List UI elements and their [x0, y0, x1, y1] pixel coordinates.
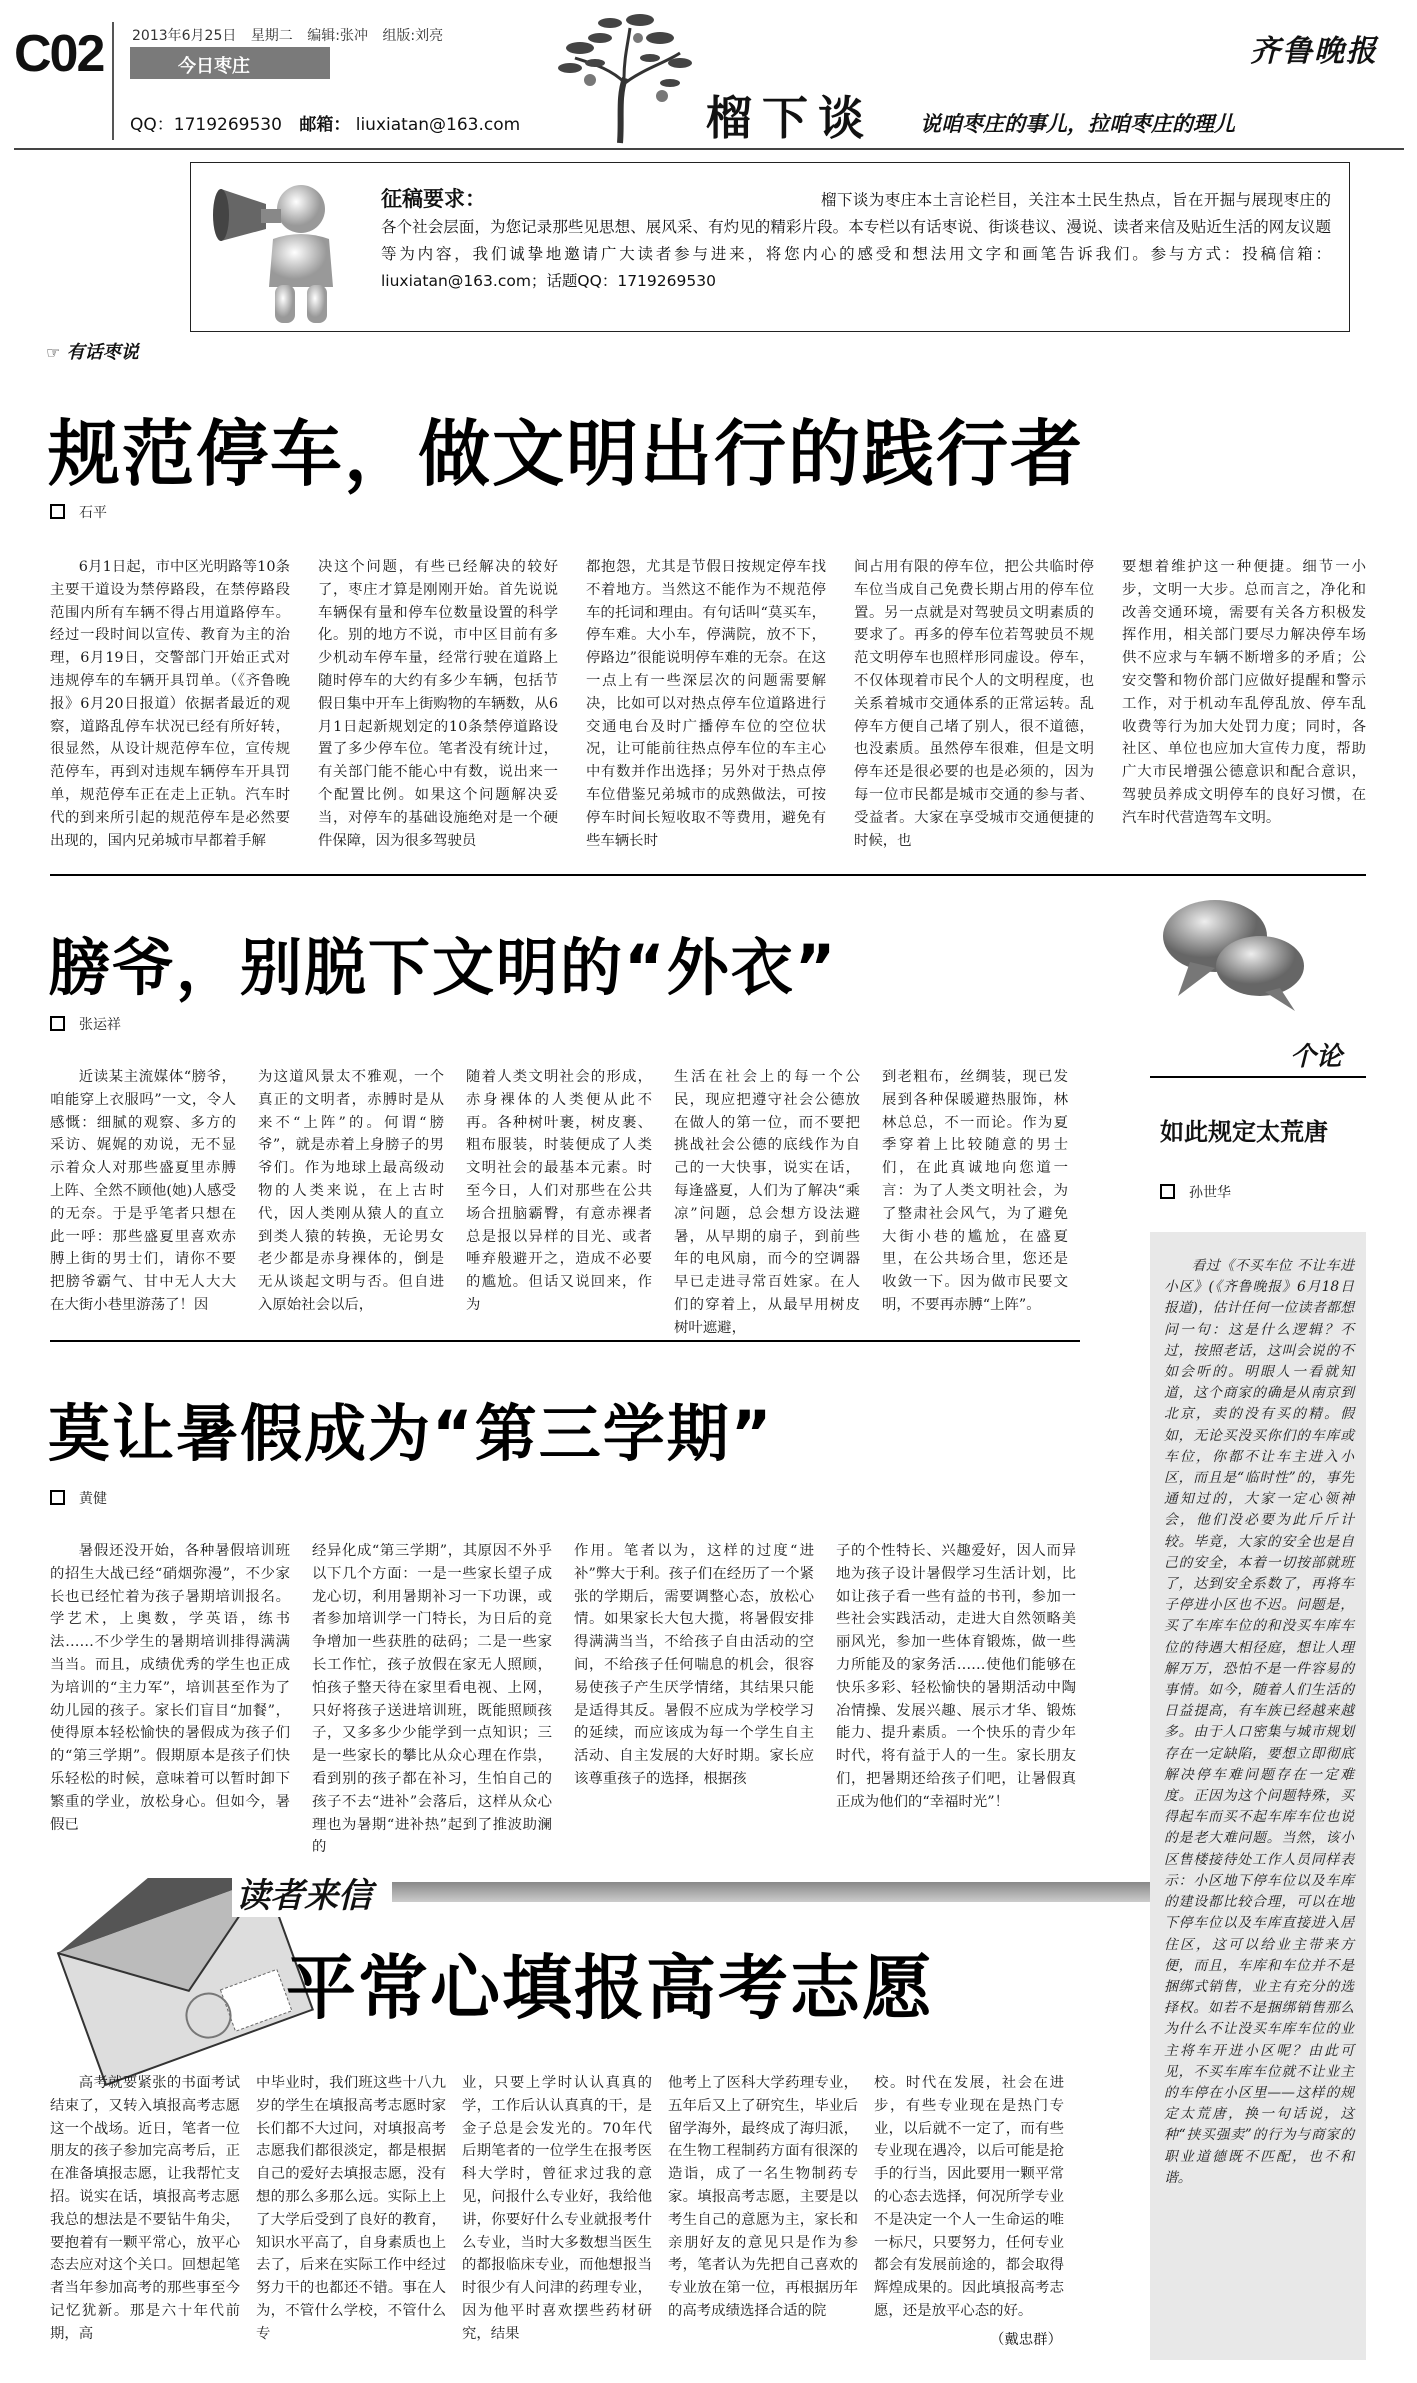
article1-author: 石平 [79, 505, 107, 521]
article1-col-3: 都抱怨，尤其是节假日按规定停车找不着地方。当然这不能作为不规范停车的托词和理由。有句话叫“莫买车，停车难。大小车，停满院，放不下，停路边”很能说明停车难的无奈。在这一点上有一些深层次的问题需要解决，比如可以对热点停车位道路进行交通电台及时广播停车位的空位状况，让可能前往热点停车位的车主心中有数并作出选择；另外对于热点停车位借鉴兄弟城市的成熟做法，可按停车时间长短收取不等费用，避免有些车辆长时 [586, 559, 826, 849]
article1-title: 规范停车，做文明出行的践行者 [48, 412, 1085, 496]
page-code-divider [112, 22, 114, 140]
sidebar-title: 如此规定太荒唐 [1160, 1118, 1328, 1146]
article2-author: 张运祥 [79, 1017, 121, 1033]
tag-label: 有话枣说 [66, 342, 139, 363]
call-body: 榴下谈为枣庄本土言论栏目，关注本土民生热点，旨在开掘与展现枣庄的各个社会层面，为您记录那些见思想、展风采、有灼见的精彩片段。本专栏以有话枣说、街谈巷议、漫说、读者来信及贴近生活的网友议题等为内容，我们诚挚地邀请广大读者参与进来，将您内心的感受和想法用文字和画笔告诉我们。参与方式：投稿信箱：liuxiatan@163.com；话题QQ：1719269530 [381, 191, 1331, 290]
article2-col-5: 到老粗布，丝绸装，现已发展到各种保暖避热服饰，林林总总，不一而论。作为夏季穿着上比较随意的男士们，在此真诚地向您道一言：为了人类文明社会，为了整肃社会风气，为了避免大街小巷的尴尬，在盛夏里，在公共场合里，您还是收敛一下。因为做市民要文明，不要再赤膊“上阵”。 [882, 1069, 1068, 1313]
issue-date [132, 25, 443, 45]
sidebar-label-rule [1150, 1076, 1366, 1078]
article1-col-1: 6月1日起，市中区光明路等10条主要干道设为禁停路段，在禁停路段范围内所有车辆不得占用道路停车。经过一段时间以宣传、教育为主的治理，6月19日，交警部门开始正式对违规停车的车辆开具罚单。（《齐鲁晚报》6月20日报道）依据者最近的观察，道路乱停车状况已经有所好转，很显然，从设计规范停车位，宣传规范停车，再到对违规车辆停车开具罚单，规范停车正在走上正轨。汽车时代的到来所引起的规范停车是必然要出现的，国内兄弟城市早都着手解 [50, 559, 290, 849]
column-slogan: 说咱枣庄的事儿，拉咱枣庄的理儿 [920, 112, 1235, 136]
sidebar-byline [1160, 1182, 1231, 1202]
byline-square-icon [50, 1490, 65, 1505]
article2-col-3: 随着人类文明社会的形成，赤身裸体的人类便从此不再。各种树叶裹，树皮裹、粗布服装，时装便成了人类文明社会的最基本元素。时至今日，人们对那些在公共场合扭脑霸臀，有意赤裸者总是报以异样的目光、或者唾弃般避开之，造成不必要的尴尬。但话又说回来，作为 [466, 1069, 652, 1313]
megaphone-person-icon [211, 169, 371, 327]
tag-have-a-say [46, 338, 139, 364]
reader-col-4: 他考上了医科大学药理专业，五年后又上了研究生，毕业后留学海外，最终成了海归派，在生物工程制药方面有很深的造诣，成了一名生物制药专家。填报高考志愿，主要是以考生自己的意愿为主，家长和亲朋好友的意见只是作为参考，笔者认为先把自己喜欢的专业放在第一位，再根据历年的高考成绩选择合适的院 [668, 2075, 858, 2319]
pointing-hand-icon: ☞ [46, 343, 61, 362]
weekday-text: 星期二 [250, 28, 293, 44]
article3-col-1: 暑假还没开始，各种暑假培训班的招生大战已经“硝烟弥漫”，不少家长也已经忙着为孩子暑期培训报名。学艺术，上奥数，学英语，练书法……不少学生的暑期培训排得满满当当。而且，成绩优秀的学生也正成为培训的“主力军”，培训甚至作为了幼儿园的孩子。家长们盲目“加餐”，使得原本轻松愉快的暑假成为孩子们的“第三学期”。假期原本是孩子们快乐轻松的时候，意味着可以暂时卸下繁重的学业，放松身心。但如今，暑假已 [50, 1543, 290, 1833]
section-banner [130, 47, 330, 79]
reader-letter-title: 平常心填报高考志愿 [286, 1947, 934, 2029]
sidebar-body: 看过《不买车位 不让车进小区》(《齐鲁晚报》6月18日报道)，估计任何一位读者都想问一句：这是什么逻辑？不过，按照老话，这叫会说的不如会听的。明眼人一看就知道，这个商家的确是从南京到北京，卖的没有买的精。假如，无论买没买你们的车库或车位，你都不让车主进入小区，而且是“临时性”的，事先通知过的，大家一定心领神会，他们没必要为此斤斤计较。毕竟，大家的安全也是自己的安全，本着一切按部就班了，达到安全系数了，再将车子停进小区也不迟。问题是，买了车库车位的和没买车库车位的待遇大相径庭，想让人理解万万，恐怕不是一件容易的事情。如今，随着人们生活的日益提高，有车族已经越来越多。由于人口密集与城市规划存在一定缺陷，要想立即彻底解决停车难问题存在一定难度。正因为这个问题特殊，买得起车而买不起车库车位也说的是老大难问题。当然，该小区售楼接待处工作人员同样表示：小区地下停车位以及车库的建设都比较合理，可以在地下停车位以及车库直接进入居住区，这可以给业主带来方便，而且，车库和车位并不是捆绑式销售，业主有充分的选择权。如若不是捆绑销售那么为什么不让没买车库车位的业主将车开进小区呢？由此可见，不买车库车位就不让业主的车停在小区里——这样的规定太荒唐，换一句话说，这种“挟买强卖”的行为与商家的职业道德既不匹配，也不和谐。 [1164, 1258, 1354, 2186]
section-label: 今日枣庄 [178, 56, 250, 77]
paper-name: 齐鲁晚报 [1250, 34, 1378, 69]
sidebar-author: 孙世华 [1189, 1185, 1231, 1201]
article2-title: 膀爷，别脱下文明的“外衣” [48, 931, 838, 1004]
masthead-rule [14, 148, 1404, 150]
article3-author: 黄健 [79, 1491, 107, 1507]
article1-byline [50, 502, 107, 522]
reader-letter-label: 读者来信 [232, 1868, 392, 1917]
layout-text: 组版:刘亮 [382, 28, 444, 44]
article2-col-2: 为这道风景太不雅观，一个真正的文明者，赤膊时是从来不“上阵”的。何谓“膀爷”，就是赤着上身膀子的男爷们。作为地球上最高级动物的人类来说，在上古时代，因人类刚从猿人的直立到类人猿的转换，无论男女老少都是赤身裸体的，倒是无从谈起文明与否。但自进入原始社会以后， [258, 1069, 444, 1313]
article3-col-2: 经异化成“第三学期”，其原因不外乎以下几个方面：一是一些家长望子成龙心切，利用暑期补习一下功课，或者参加培训学一门特长，为日后的竞争增加一些获胜的砝码；二是一些家长工作忙，孩子放假在家无人照顾，怕孩子整天待在家里看电视、上网，只好将孩子送进培训班，既能照顾孩子，又多多少少能学到一点知识；三是一些家长的攀比从众心理在作祟，看到别的孩子都在补习，生怕自己的孩子不去“进补”会落后，这样从众心理也为暑期“进补热”起到了推波助澜的 [312, 1543, 552, 1856]
article2-byline [50, 1014, 121, 1034]
byline-square-icon [1160, 1184, 1175, 1199]
article2-col-4: 生活在社会上的每一个公民，现应把遵守社会公德放在做人的第一位，而不要把挑战社会公德的底线作为自己的一大快事，说实在话，每逢盛夏，人们为了解决“乘凉”问题，总会想方设法避暑，从早期的扇子，到前些年的电风扇，而今的空调器早已走进寻常百姓家。在人们的穿着上，从最早用树皮树叶遮避， [674, 1069, 860, 1336]
article1-col-4: 间占用有限的停车位，把公共临时停车位当成自己免费长期占用的停车位置。另一点就是对驾驶员文明素质的要求了。再多的停车位若驾驶员不规范文明停车也照样形同虚设。停车，不仅体现着市民个人的文明程度，也关系着城市交通体系的正常运转。乱停车方便自己堵了别人，很不道德，也没素质。虽然停车很难，但是文明停车还是很必要的也是必须的，因为每一位市民都是城市交通的参与者、受益者。大家在享受城市交通便捷的时候，也 [854, 559, 1094, 849]
pomegranate-tree-illustration [550, 8, 700, 148]
article3-col-4: 子的个性特长、兴趣爱好，因人而异地为孩子设计暑假学习生活计划，比如让孩子看一些有益的书刊，参加一些社会实践活动，走进大自然领略美丽风光，参加一些体育锻炼，做一些力所能及的家务活……使他们能够在快乐多彩、轻松愉快的暑期活动中陶冶情操、发展兴趣、展示才华、锻炼能力、提升素质。一个快乐的青少年时代，将有益于人的一生。家长朋友们，把暑期还给孩子们吧，让暑假真正成为他们的“幸福时光”！ [836, 1543, 1076, 1810]
call-for-submissions-box [190, 162, 1350, 332]
reader-col-1: 高考就要紧张的书面考试结束了，又转入填报高考志愿这一个战场。近日，笔者一位朋友的孩子参加完高考后，正在准备填报志愿，让我帮忙支招。说实在话，填报高考志愿我总的想法是不要钻牛角尖，要抱着有一颗平常心，放平心态去应对这个关口。回想起笔者当年参加高考的那些事至今记忆犹新。那是六十年代前期，高 [50, 2075, 240, 2342]
reader-col-3: 业，只要上学时认认真真的学，工作后认认真真的干，是金子总是会发光的。70年代后期笔者的一位学生在报考医科大学时，曾征求过我的意见，问报什么专业好，我给他讲，你要好什么专业就报考什么专业，当时大多数想当医生的都报临床专业，而他想报当时很少有人问津的药理专业，因为他平时喜欢摆些药材研究，结果 [462, 2075, 652, 2342]
contact-line [130, 110, 520, 135]
article2-col-1: 近读某主流媒体“膀爷，咱能穿上衣服吗”一文，令人感慨：细腻的观察、多方的采访、娓娓的劝说，无不显示着众人对那些盛夏里赤膊上阵、全然不顾他(她)人感受的无奈。于是乎笔者只想在此一呼：那些盛夏里喜欢赤膊上街的男士们，请你不要把膀爷霸气、甘中无人大大在大街小巷里游荡了！因 [50, 1069, 236, 1313]
byline-square-icon [50, 504, 65, 519]
article3-title: 莫让暑假成为“第三学期” [48, 1397, 774, 1470]
sidebar [1150, 890, 1366, 2360]
page-code: C02 [14, 25, 104, 83]
reader-col-2: 中毕业时，我们班这些十八九岁的学生在填报高考志愿时家长们都不大过问，对填报高考志愿我们都很淡定，都是根据自己的爱好去填报志愿，没有想的那么多那么远。实际上上了大学后受到了良好的教育，知识水平高了，自身素质也上去了，后来在实际工作中经过努力干的也都还不错。事在人为，不管什么学校，不管什么专 [256, 2075, 446, 2342]
byline-square-icon [50, 1016, 65, 1031]
article3-col-3: 作用。笔者以为，这样的过度“进补”弊大于利。孩子们在经历了一个紧张的学期后，需要调整心态，放松心情。如果家长大包大揽，将暑假安排得满满当当，不给孩子自由活动的空间，不给孩子任何喘息的机会，很容易使孩子产生厌学情绪，其结果只能是适得其反。暑假不应成为学校学习的延续，而应该成为每一个学生自主活动、自主发展的大好时期。家长应该尊重孩子的选择，根据孩 [574, 1543, 814, 1787]
email-label: 邮箱： [299, 115, 351, 135]
article2-bottom-rule [50, 1340, 1080, 1342]
reader-col-5: 校。时代在发展，社会在进步，有些专业现在是热门专业，以后就不一定了，而有些专业现在遇冷，以后可能是抢手的行当，因此要用一颗平常的心态去选择，何况所学专业不是决定一个人一生命运的唯一标尺，只要努力，任何专业都会有发展前途的，都会取得辉煌成果的。因此填报高考志愿，还是放平心态的好。 [874, 2075, 1064, 2319]
article1-bottom-rule [50, 874, 1366, 876]
sidebar-label: 个论 [1290, 1042, 1343, 1072]
article1-col-5: 要想着维护这一种便捷。细节一小步，文明一大步。总而言之，净化和改善交通环境，需要有关各方积极发挥作用，相关部门要尽力解决停车场供不应求与车辆不断增多的矛盾；公安交警和物价部门应做好提醒和警示工作，对于机动车乱停乱放、停车乱收费等行为加大处罚力度；同时，各社区、单位也应加大宣传力度，帮助广大市民增强公德意识和配合意识，驾驶员养成文明停车的良好习惯，在汽车时代营造驾车文明。 [1122, 559, 1366, 826]
reader-signature: （戴忠群） [990, 2332, 1062, 2348]
article1-col-2: 决这个问题，有些已经解决的较好了，枣庄才算是刚刚开始。首先说说车辆保有量和停车位数量设置的科学化。别的地方不说，市中区目前有多少机动车停车量，经常行驶在道路上随时停车的大约有多少车辆，包括节假日集中开车上街购物的车辆数，从6月1日起新规划定的10条禁停道路设置了多少停车位。笔者没有统计过，有关部门能不能心中有数，说出来一个配置比例。如果这个问题解决妥当，对停车的基础设施绝对是一个硬件保障，因为很多驾驶员 [318, 559, 558, 849]
qq-text: QQ：1719269530 [130, 115, 282, 135]
masthead [0, 0, 1417, 150]
editor-text: 编辑:张冲 [307, 28, 368, 44]
column-name: 榴下谈 [706, 91, 874, 145]
call-title: 征稿要求： [381, 187, 486, 211]
email-text: liuxiatan@163.com [355, 115, 521, 135]
date-text: 2013年6月25日 [132, 28, 237, 44]
article3-byline [50, 1488, 107, 1508]
speech-bubbles-icon [1160, 896, 1310, 1016]
